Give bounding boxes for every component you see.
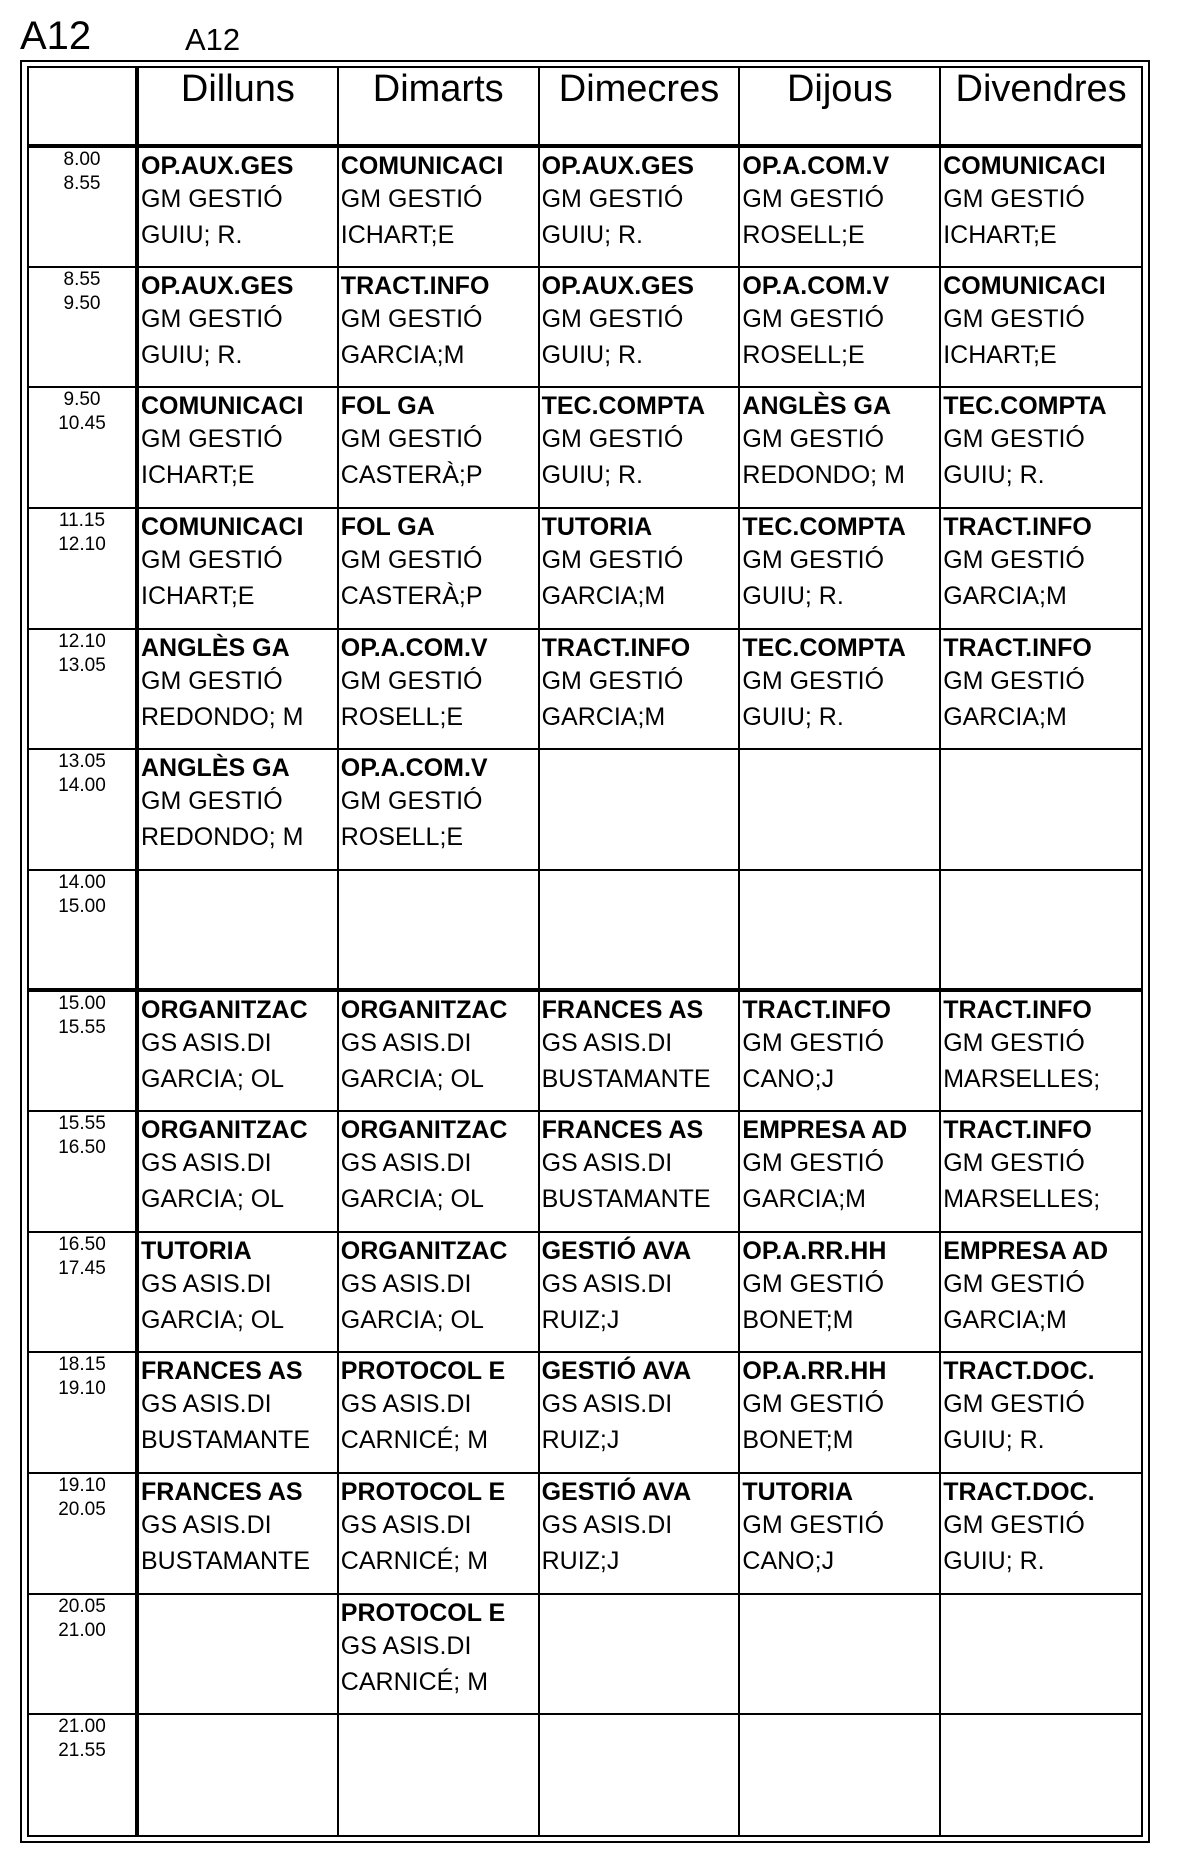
teacher-name: CASTERÀ;P <box>340 461 483 490</box>
slot-end-time: 12.10 <box>58 533 106 555</box>
class-slot <box>137 870 338 991</box>
slot-end-time: 16.50 <box>58 1137 106 1159</box>
group-name: GM GESTIÓ <box>742 1149 885 1178</box>
teacher-name: RUIZ;J <box>541 1547 620 1576</box>
group-name: GM GESTIÓ <box>340 666 483 695</box>
subject-code: OP.AUX.GES <box>141 271 294 300</box>
class-slot <box>940 146 1141 267</box>
slot-start-time: 8.55 <box>63 268 101 290</box>
slot-start-time: 19.10 <box>58 1475 106 1497</box>
subject-code: GESTIÓ AVA <box>541 1236 692 1265</box>
teacher-name: BUSTAMANTE <box>141 1426 310 1455</box>
teacher-name: GUIU; R. <box>943 1547 1045 1576</box>
day-header-tuesday: Dimarts <box>338 68 539 146</box>
time-label <box>29 1594 137 1715</box>
slot-end-time: 21.55 <box>58 1740 106 1762</box>
subject-code: ANGLÈS GA <box>742 392 892 421</box>
class-slot <box>739 146 940 267</box>
time-label <box>29 1232 137 1353</box>
subject-code: OP.AUX.GES <box>141 152 294 180</box>
class-slot <box>539 1352 740 1473</box>
time-slot-row <box>29 1352 1141 1473</box>
class-slot <box>137 990 338 1111</box>
teacher-name: CARNICÉ; M <box>340 1547 489 1576</box>
group-name: GM GESTIÓ <box>541 425 684 454</box>
class-slot <box>940 1111 1141 1232</box>
subject-code: TEC.COMPTA <box>943 392 1107 421</box>
slot-end-time: 21.00 <box>58 1619 106 1641</box>
teacher-name: BUSTAMANTE <box>541 1185 711 1214</box>
group-name: GM GESTIÓ <box>340 304 483 333</box>
subject-code: OP.A.RR.HH <box>742 1236 887 1265</box>
class-slot <box>137 1473 338 1594</box>
subject-code: TRACT.DOC. <box>943 1357 1095 1386</box>
time-label <box>29 387 137 508</box>
subject-code: TRACT.INFO <box>943 1116 1092 1145</box>
teacher-name: GUIU; R. <box>943 461 1045 490</box>
subject-code: EMPRESA AD <box>943 1236 1109 1265</box>
group-name: GM GESTIÓ <box>541 666 684 695</box>
subject-code: TRACT.INFO <box>943 633 1092 662</box>
teacher-name: GARCIA;M <box>340 340 465 369</box>
time-slot-row <box>29 629 1141 750</box>
slot-start-time: 15.00 <box>58 993 106 1015</box>
group-name: GM GESTIÓ <box>340 425 483 454</box>
time-slot-row <box>29 870 1141 991</box>
teacher-name: GUIU; R. <box>541 221 643 249</box>
subject-code: COMUNICACI <box>943 152 1106 180</box>
subject-code: PROTOCOL E <box>340 1357 506 1386</box>
group-name: GM GESTIÓ <box>943 1390 1085 1419</box>
teacher-name: ICHART;E <box>141 461 255 490</box>
slot-end-time: 20.05 <box>58 1499 106 1521</box>
subject-code: ANGLÈS GA <box>141 633 290 662</box>
group-name: GM GESTIÓ <box>541 545 684 574</box>
time-slot-row <box>29 990 1141 1111</box>
class-slot <box>539 387 740 508</box>
time-slot-row <box>29 749 1141 870</box>
class-slot <box>338 629 539 750</box>
slot-start-time: 18.15 <box>58 1354 106 1376</box>
group-name: GM GESTIÓ <box>742 1390 885 1419</box>
group-name: GS ASIS.DI <box>340 1149 472 1178</box>
teacher-name: ICHART;E <box>943 221 1057 249</box>
class-slot <box>338 749 539 870</box>
timetable-body <box>29 146 1141 1835</box>
group-name: GM GESTIÓ <box>943 1029 1085 1058</box>
teacher-name: BONET;M <box>742 1426 854 1455</box>
class-slot <box>338 1352 539 1473</box>
subject-code: GESTIÓ AVA <box>541 1478 692 1507</box>
time-slot-row <box>29 387 1141 508</box>
teacher-name: GARCIA; OL <box>141 1065 285 1094</box>
teacher-name: GUIU; R. <box>742 702 844 731</box>
time-slot-row <box>29 1714 1141 1835</box>
teacher-name: BONET;M <box>742 1305 854 1334</box>
subject-code: ORGANITZAC <box>340 1116 508 1145</box>
class-slot <box>137 267 338 388</box>
group-name: GS ASIS.DI <box>541 1511 673 1540</box>
class-slot <box>539 990 740 1111</box>
subject-code: COMUNICACI <box>141 392 304 421</box>
teacher-name: ICHART;E <box>943 340 1057 369</box>
teacher-name: GARCIA; OL <box>141 1185 285 1214</box>
teacher-name: GARCIA;M <box>943 1305 1067 1334</box>
class-slot <box>539 1111 740 1232</box>
teacher-name: GUIU; R. <box>541 461 643 490</box>
subject-code: TRACT.INFO <box>943 512 1092 541</box>
group-name: GM GESTIÓ <box>541 304 684 333</box>
group-name: GM GESTIÓ <box>742 1511 885 1540</box>
group-name: GM GESTIÓ <box>141 787 283 816</box>
class-slot <box>338 1473 539 1594</box>
class-slot <box>338 870 539 991</box>
class-slot <box>137 1352 338 1473</box>
group-name: GS ASIS.DI <box>541 1390 673 1419</box>
teacher-name: REDONDO; M <box>742 461 905 490</box>
slot-start-time: 21.00 <box>58 1716 106 1738</box>
subject-code: FRANCES AS <box>541 996 704 1025</box>
subject-code: EMPRESA AD <box>742 1116 908 1145</box>
class-slot <box>137 387 338 508</box>
subject-code: OP.A.COM.V <box>742 152 890 180</box>
subject-code: ORGANITZAC <box>141 996 308 1025</box>
slot-end-time: 13.05 <box>58 654 106 676</box>
class-slot <box>539 1232 740 1353</box>
subject-code: FOL GA <box>340 392 435 421</box>
class-slot <box>739 1594 940 1715</box>
subject-code: ORGANITZAC <box>340 1236 508 1265</box>
class-slot <box>940 990 1141 1111</box>
subject-code: TRACT.DOC. <box>943 1478 1095 1507</box>
class-slot <box>539 749 740 870</box>
slot-start-time: 16.50 <box>58 1233 106 1255</box>
class-slot <box>137 1714 338 1835</box>
teacher-name: RUIZ;J <box>541 1305 620 1334</box>
group-name: GS ASIS.DI <box>541 1269 673 1298</box>
time-label <box>29 1473 137 1594</box>
subject-code: FOL GA <box>340 512 435 541</box>
teacher-name: BUSTAMANTE <box>141 1547 310 1576</box>
teacher-name: CANO;J <box>742 1547 835 1576</box>
group-name: GM GESTIÓ <box>943 1511 1085 1540</box>
group-name: GM GESTIÓ <box>742 545 885 574</box>
group-name: GM GESTIÓ <box>742 666 885 695</box>
time-label <box>29 267 137 388</box>
class-slot <box>940 387 1141 508</box>
teacher-name: GUIU; R. <box>141 221 243 249</box>
group-name: GM GESTIÓ <box>141 185 283 213</box>
teacher-name: REDONDO; M <box>141 702 304 731</box>
teacher-name: MARSELLES; <box>943 1185 1101 1214</box>
group-name: GM GESTIÓ <box>742 1029 885 1058</box>
group-name: GM GESTIÓ <box>943 304 1085 333</box>
group-name: GM GESTIÓ <box>340 545 483 574</box>
group-name: GM GESTIÓ <box>141 666 283 695</box>
time-label <box>29 1352 137 1473</box>
teacher-name: GARCIA;M <box>943 581 1067 610</box>
teacher-name: GUIU; R. <box>943 1426 1045 1455</box>
group-name: GS ASIS.DI <box>340 1511 472 1540</box>
teacher-name: ICHART;E <box>340 221 455 249</box>
subject-code: ORGANITZAC <box>340 996 508 1025</box>
teacher-name: RUIZ;J <box>541 1426 620 1455</box>
subject-code: ANGLÈS GA <box>141 754 290 783</box>
time-label <box>29 990 137 1111</box>
slot-start-time: 12.10 <box>58 630 106 652</box>
class-slot <box>137 146 338 267</box>
subject-code: PROTOCOL E <box>340 1598 506 1627</box>
group-name: GM GESTIÓ <box>943 666 1085 695</box>
teacher-name: MARSELLES; <box>943 1065 1101 1094</box>
slot-start-time: 11.15 <box>58 509 106 531</box>
group-name: GM GESTIÓ <box>943 545 1085 574</box>
class-slot <box>137 749 338 870</box>
class-slot <box>739 1714 940 1835</box>
class-slot <box>338 1714 539 1835</box>
class-slot <box>338 267 539 388</box>
subject-code: OP.A.COM.V <box>742 271 890 300</box>
class-slot <box>940 1594 1141 1715</box>
teacher-name: ROSELL;E <box>742 221 865 249</box>
class-slot <box>940 1232 1141 1353</box>
class-slot <box>338 146 539 267</box>
group-name: GS ASIS.DI <box>541 1029 673 1058</box>
subject-code: TRACT.INFO <box>742 996 891 1025</box>
group-name: GS ASIS.DI <box>541 1149 673 1178</box>
subject-code: TRACT.INFO <box>943 996 1092 1025</box>
class-slot <box>739 1473 940 1594</box>
class-slot <box>739 387 940 508</box>
class-slot <box>137 1232 338 1353</box>
subject-code: OP.A.RR.HH <box>742 1357 887 1386</box>
subject-code: OP.A.COM.V <box>340 754 488 783</box>
subject-code: ORGANITZAC <box>141 1116 308 1145</box>
subject-code: OP.A.COM.V <box>340 633 488 662</box>
subject-code: TEC.COMPTA <box>742 512 906 541</box>
teacher-name: CARNICÉ; M <box>340 1426 489 1455</box>
class-slot <box>739 1232 940 1353</box>
time-slot-row <box>29 1473 1141 1594</box>
group-name: GM GESTIÓ <box>541 185 684 213</box>
class-slot <box>137 1111 338 1232</box>
subject-code: TUTORIA <box>541 512 653 541</box>
time-label <box>29 1111 137 1232</box>
class-slot <box>940 1352 1141 1473</box>
subject-code: GESTIÓ AVA <box>541 1357 692 1386</box>
group-name: GM GESTIÓ <box>340 185 483 213</box>
slot-end-time: 14.00 <box>58 775 106 797</box>
group-name: GM GESTIÓ <box>742 425 885 454</box>
teacher-name: ICHART;E <box>141 581 255 610</box>
class-slot <box>739 990 940 1111</box>
class-slot <box>539 508 740 629</box>
subject-code: FRANCES AS <box>141 1478 303 1507</box>
class-slot <box>539 267 740 388</box>
slot-start-time: 14.00 <box>58 871 106 893</box>
teacher-name: GUIU; R. <box>141 340 243 369</box>
group-name: GM GESTIÓ <box>742 185 885 213</box>
class-slot <box>739 629 940 750</box>
time-slot-row <box>29 508 1141 629</box>
class-slot <box>338 990 539 1111</box>
group-name: GM GESTIÓ <box>340 787 483 816</box>
class-slot <box>739 749 940 870</box>
teacher-name: CASTERÀ;P <box>340 581 483 610</box>
group-name: GM GESTIÓ <box>943 1269 1085 1298</box>
teacher-name: GARCIA;M <box>943 702 1067 731</box>
class-slot <box>338 1111 539 1232</box>
teacher-name: GUIU; R. <box>541 340 643 369</box>
subject-code: COMUNICACI <box>943 271 1106 300</box>
teacher-name: CARNICÉ; M <box>340 1667 489 1696</box>
subject-code: COMUNICACI <box>340 152 504 180</box>
slot-start-time: 8.00 <box>63 149 101 170</box>
subject-code: TEC.COMPTA <box>541 392 706 421</box>
subject-code: FRANCES AS <box>541 1116 704 1145</box>
page-subtitle: A12 <box>185 22 241 57</box>
teacher-name: REDONDO; M <box>141 823 304 852</box>
time-slot-row <box>29 146 1141 267</box>
teacher-name: GARCIA; OL <box>141 1305 285 1334</box>
teacher-name: ROSELL;E <box>742 340 865 369</box>
class-slot <box>539 1473 740 1594</box>
day-header-thursday: Dijous <box>739 68 940 146</box>
teacher-name: GARCIA; OL <box>340 1185 484 1214</box>
group-name: GS ASIS.DI <box>340 1390 472 1419</box>
group-name: GS ASIS.DI <box>141 1390 272 1419</box>
subject-code: TUTORIA <box>742 1478 854 1507</box>
group-name: GM GESTIÓ <box>141 425 283 454</box>
time-slot-row <box>29 267 1141 388</box>
group-name: GM GESTIÓ <box>742 304 885 333</box>
group-name: GM GESTIÓ <box>943 185 1085 213</box>
time-label <box>29 508 137 629</box>
group-name: GS ASIS.DI <box>340 1631 472 1660</box>
time-slot-row <box>29 1232 1141 1353</box>
class-slot <box>739 1352 940 1473</box>
day-header-wednesday: Dimecres <box>539 68 740 146</box>
class-slot <box>338 508 539 629</box>
class-slot <box>739 267 940 388</box>
teacher-name: GARCIA;M <box>541 702 666 731</box>
group-name: GS ASIS.DI <box>340 1029 472 1058</box>
teacher-name: ROSELL;E <box>340 702 464 731</box>
class-slot <box>539 1714 740 1835</box>
group-name: GM GESTIÓ <box>141 545 283 574</box>
class-slot <box>539 1594 740 1715</box>
group-name: GS ASIS.DI <box>141 1269 272 1298</box>
group-name: GS ASIS.DI <box>141 1029 272 1058</box>
class-slot <box>338 387 539 508</box>
class-slot <box>940 749 1141 870</box>
class-slot <box>739 508 940 629</box>
class-slot <box>137 508 338 629</box>
day-header-monday: Dilluns <box>137 68 338 146</box>
class-slot <box>137 629 338 750</box>
time-label <box>29 146 137 267</box>
class-slot <box>338 1594 539 1715</box>
class-slot <box>338 1232 539 1353</box>
group-name: GM GESTIÓ <box>943 1149 1085 1178</box>
class-slot <box>940 508 1141 629</box>
subject-code: TUTORIA <box>141 1236 252 1265</box>
teacher-name: CANO;J <box>742 1065 835 1094</box>
class-slot <box>739 1111 940 1232</box>
slot-start-time: 9.50 <box>63 389 101 411</box>
time-label <box>29 870 137 991</box>
class-slot <box>940 629 1141 750</box>
day-header-friday: Divendres <box>940 68 1141 146</box>
group-name: GS ASIS.DI <box>141 1149 272 1178</box>
class-slot <box>940 1473 1141 1594</box>
slot-end-time: 8.55 <box>63 173 101 194</box>
page-title: A12 <box>20 14 92 58</box>
class-slot <box>940 1714 1141 1835</box>
timetable <box>29 68 1141 1835</box>
subject-code: TRACT.INFO <box>340 271 490 300</box>
slot-end-time: 9.50 <box>63 292 101 314</box>
class-slot <box>940 267 1141 388</box>
slot-end-time: 17.45 <box>58 1257 106 1279</box>
teacher-name: GUIU; R. <box>742 581 844 610</box>
class-slot <box>539 146 740 267</box>
time-slot-row <box>29 1111 1141 1232</box>
subject-code: COMUNICACI <box>141 512 304 541</box>
slot-start-time: 13.05 <box>58 751 106 773</box>
subject-code: OP.AUX.GES <box>541 152 694 180</box>
slot-end-time: 10.45 <box>58 413 106 435</box>
time-label <box>29 749 137 870</box>
time-label <box>29 1714 137 1835</box>
class-slot <box>539 629 740 750</box>
subject-code: FRANCES AS <box>141 1357 303 1386</box>
teacher-name: GARCIA;M <box>742 1185 867 1214</box>
teacher-name: GARCIA; OL <box>340 1065 484 1094</box>
subject-code: OP.AUX.GES <box>541 271 694 300</box>
group-name: GM GESTIÓ <box>141 304 283 333</box>
class-slot <box>539 870 740 991</box>
group-name: GS ASIS.DI <box>141 1511 272 1540</box>
time-label <box>29 629 137 750</box>
header-corner <box>29 68 137 146</box>
slot-end-time: 19.10 <box>58 1378 106 1400</box>
subject-code: TEC.COMPTA <box>742 633 906 662</box>
subject-code: PROTOCOL E <box>340 1478 506 1507</box>
teacher-name: ROSELL;E <box>340 823 464 852</box>
teacher-name: GARCIA;M <box>541 581 666 610</box>
class-slot <box>739 870 940 991</box>
group-name: GM GESTIÓ <box>943 425 1085 454</box>
group-name: GM GESTIÓ <box>742 1269 885 1298</box>
subject-code: TRACT.INFO <box>541 633 691 662</box>
slot-end-time: 15.00 <box>58 895 106 917</box>
slot-end-time: 15.55 <box>58 1017 106 1039</box>
slot-start-time: 20.05 <box>58 1595 106 1617</box>
teacher-name: GARCIA; OL <box>340 1305 484 1334</box>
time-slot-row <box>29 1594 1141 1715</box>
teacher-name: BUSTAMANTE <box>541 1065 711 1094</box>
class-slot <box>137 1594 338 1715</box>
group-name: GS ASIS.DI <box>340 1269 472 1298</box>
slot-start-time: 15.55 <box>58 1113 106 1135</box>
class-slot <box>940 870 1141 991</box>
header-row <box>29 68 1141 146</box>
